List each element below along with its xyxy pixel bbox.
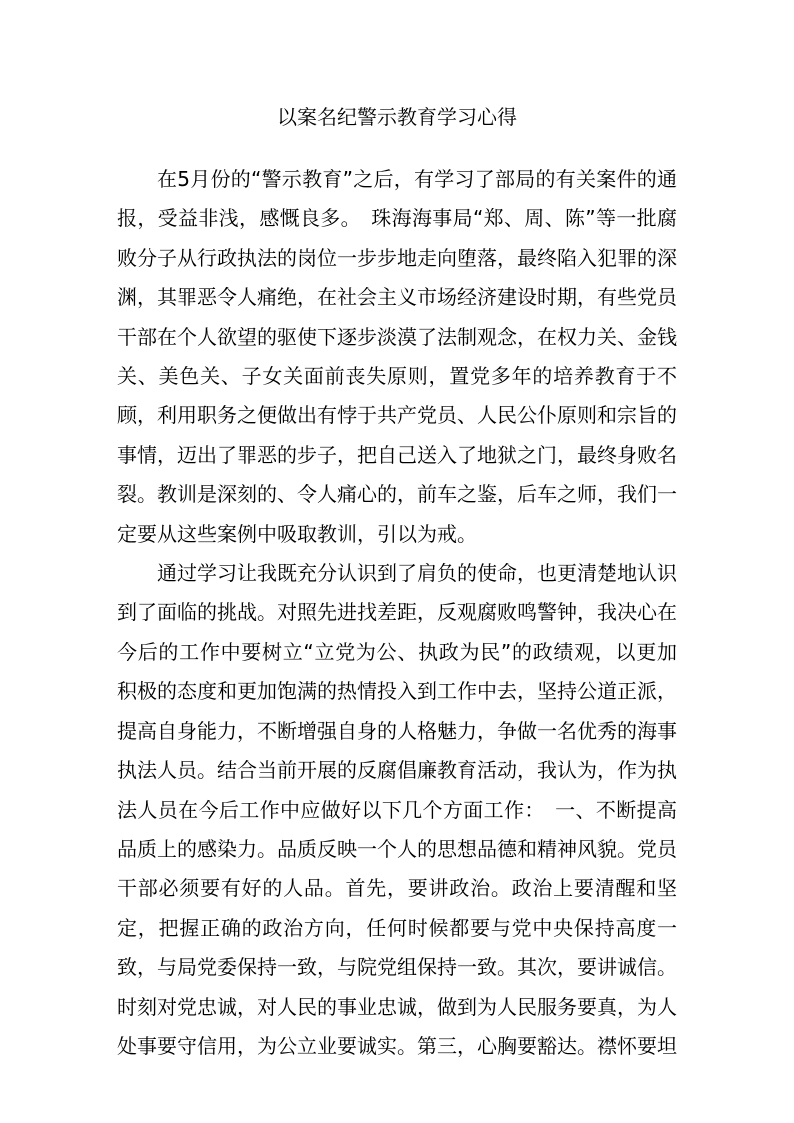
paragraph-study-reflection: 通过学习让我既充分认识到了肩负的使命，也更清楚地认识到了面临的挑战。对照先进找差距，反观腐败鸣警钟，我决心在今后的工作中要树立“立党为公、执政为民”的政绩观，以更加积极的态度和更加饱满的热情投入到工作中去，坚持公道正派，提高自身能力，不断增强自身的人格魅力，争做一名优秀的海事执法人员。结合当前开展的反腐倡廉教育活动，我认为，作为执法人员在今后工作中应做好以下几个方面工作： 一、不断提高品质上的感染力。品质反映一个人的思想品德和精神风貌。党员干部必须要有好的人品。首先，要讲政治。政治上要清醒和坚定，把握正确的政治方向，任何时候都要与党中央保持高度一致，与局党委保持一致，与院党组保持一致。其次，要讲诚信。时刻对党忠诚，对人民的事业忠诚，做到为人民服务要真，为人处事要守信用，为公立业要诚实。第三，心胸要豁达。襟怀要坦 [117,561,677,1058]
document-title: 以案名纪警示教育学习心得 [277,105,517,129]
paragraph-warning-education: 在5月份的“警示教育”之后，有学习了部局的有关案件的通报，受益非浅，感慨良多。 珠海海事局“郑、周、陈”等一批腐败分子从行政执法的岗位一步步地走向堕落，最终陷入犯罪的深渊，其罪恶令人痛绝，在社会主义市场经济建设时期，有些党员干部在个人欲望的驱使下逐步淡漠了法制观念，在权力关、金钱关、美色关、子女关面前丧失原则，置党多年的培养教育于不顾，利用职务之便做出有悖于共产党员、人民公仆原则和宗旨的事情，迈出了罪恶的步子，把自己送入了地狱之门，最终身败名裂。教训是深刻的、令人痛心的，前车之鉴，后车之师，我们一定要从这些案例中吸取教训，引以为戒。 [117,167,677,546]
document-body [117,160,677,1066]
